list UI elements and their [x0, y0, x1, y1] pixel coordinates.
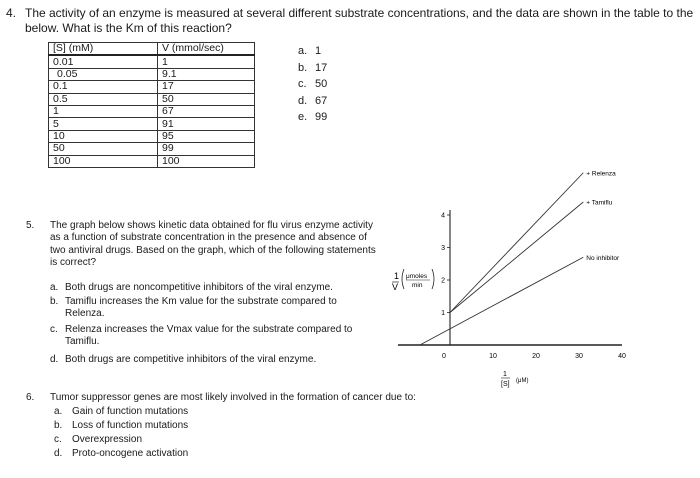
cell-velocity: 1 [158, 55, 255, 68]
cell-substrate: 100 [49, 155, 158, 167]
option-letter: d. [54, 448, 63, 459]
option-text: 17 [315, 61, 328, 74]
series-line-no-inhibitor [420, 257, 583, 345]
y-tick-label: 4 [441, 212, 445, 220]
cell-velocity: 100 [158, 155, 255, 167]
question-stem: The activity of an enzyme is measured at several different substrate concentrations, and the data are shown in the table to the below. What is the Km of this reaction? [25, 6, 694, 35]
cell-velocity: 50 [158, 93, 255, 105]
option-letter: c. [50, 324, 58, 335]
question-number: 6. [26, 392, 35, 403]
cell-substrate: 0.05 [49, 68, 158, 80]
option-text: Loss of function mutations [72, 420, 189, 431]
series-label: + Tamiflu [586, 199, 613, 207]
cell-substrate: 5 [49, 118, 158, 130]
svg-text:1: 1 [394, 271, 400, 281]
x-tick-label: 40 [618, 353, 626, 360]
table-header-row [49, 43, 255, 56]
option-text: Both drugs are noncompetitive inhibitors of the viral enzyme. [65, 282, 333, 293]
answer-option[interactable] [298, 76, 327, 93]
table-row [49, 81, 255, 93]
option-text: 99 [315, 111, 328, 123]
option-letter: a. [298, 45, 308, 57]
x-tick-label: 0 [442, 353, 446, 360]
answer-option[interactable] [298, 60, 327, 77]
series-line-tamiflu [450, 202, 583, 313]
option-text: 1 [315, 45, 322, 57]
table-row [49, 68, 255, 80]
lineweaver-burk-chart [380, 170, 660, 390]
x-tick-label: 10 [489, 353, 497, 360]
answer-option[interactable] [298, 43, 327, 60]
option-text: Gain of function mutations [72, 406, 189, 417]
table-row [49, 143, 255, 155]
cell-velocity: 91 [158, 118, 255, 130]
x-axis-label [501, 371, 528, 388]
chart-axes [398, 210, 622, 345]
cell-substrate: 50 [49, 143, 158, 155]
x-tick-label: 30 [575, 353, 583, 360]
answer-option[interactable] [54, 447, 188, 460]
chart-ticks [441, 213, 626, 361]
svg-text:1: 1 [503, 371, 507, 378]
answer-option[interactable] [298, 109, 327, 126]
y-axis-label [392, 269, 434, 292]
option-text: Overexpression [72, 434, 143, 445]
question-stem: Tumor suppressor genes are most likely involved in the formation of cancer due to: [50, 392, 416, 403]
table-row [49, 155, 255, 167]
option-text: 50 [315, 78, 328, 90]
table-row [49, 55, 255, 68]
cell-substrate: 1 [49, 105, 158, 117]
option-text: Relenza increases the Vmax value for the substrate compared to Tamiflu. [65, 324, 353, 348]
cell-velocity: 99 [158, 143, 255, 155]
option-letter: c. [298, 78, 307, 90]
answer-option[interactable] [54, 433, 142, 446]
answer-option[interactable] [54, 419, 188, 432]
column-header-velocity: V (mmol/sec) [158, 43, 255, 56]
option-text: 67 [315, 94, 328, 107]
question-4-options [298, 43, 327, 126]
option-text: Proto-oncogene activation [72, 448, 189, 459]
cell-substrate: 0.1 [49, 81, 158, 93]
svg-text:[S]: [S] [501, 381, 510, 388]
question-number: 5. [26, 220, 35, 231]
option-text: Tamiflu increases the Km value for the substrate compared to Relenza. [65, 296, 337, 320]
option-letter: b. [54, 420, 63, 431]
cell-velocity: 9.1 [158, 68, 255, 80]
svg-text:μmoles: μmoles [406, 273, 428, 280]
option-letter: d. [298, 94, 308, 107]
cell-substrate: 10 [49, 130, 158, 142]
y-tick-label: 2 [441, 277, 445, 285]
option-letter: c. [54, 434, 62, 445]
x-tick-label: 20 [532, 353, 540, 360]
series-label: No inhibitor [586, 254, 620, 262]
series-line-relenza [450, 173, 583, 313]
table-row [49, 130, 255, 142]
cell-substrate: 0.01 [49, 55, 158, 68]
kinetics-table [48, 42, 255, 168]
answer-option[interactable] [54, 405, 188, 418]
svg-text:(μM): (μM) [516, 378, 529, 384]
option-letter: d. [50, 354, 59, 365]
svg-text:V: V [392, 282, 399, 292]
svg-text:min: min [412, 282, 423, 289]
cell-velocity: 17 [158, 81, 255, 93]
question-stem: The graph below shows kinetic data obtained for flu virus enzyme activity as a function of substrate concentration in the presence and absence of two antiviral drugs. Based on the graph, which of the following statements is correct? [50, 220, 376, 268]
table-row [49, 118, 255, 130]
series-label: + Relenza [586, 170, 616, 178]
column-header-substrate: [S] (mM) [49, 43, 158, 56]
option-text: Both drugs are competitive inhibitors of the viral enzyme. [65, 354, 317, 365]
y-tick-label: 3 [441, 245, 445, 252]
cell-velocity: 95 [158, 130, 255, 142]
table-row [49, 105, 255, 117]
option-letter: a. [50, 282, 59, 293]
option-letter: a. [54, 406, 63, 417]
table-row [49, 93, 255, 105]
question-number: 4. [6, 6, 17, 20]
cell-velocity: 67 [158, 105, 255, 117]
answer-option[interactable] [298, 93, 327, 110]
option-letter: b. [298, 61, 308, 74]
option-letter: e. [298, 111, 308, 123]
cell-substrate: 0.5 [49, 93, 158, 105]
option-letter: b. [50, 296, 59, 307]
y-tick-label: 1 [441, 310, 445, 317]
